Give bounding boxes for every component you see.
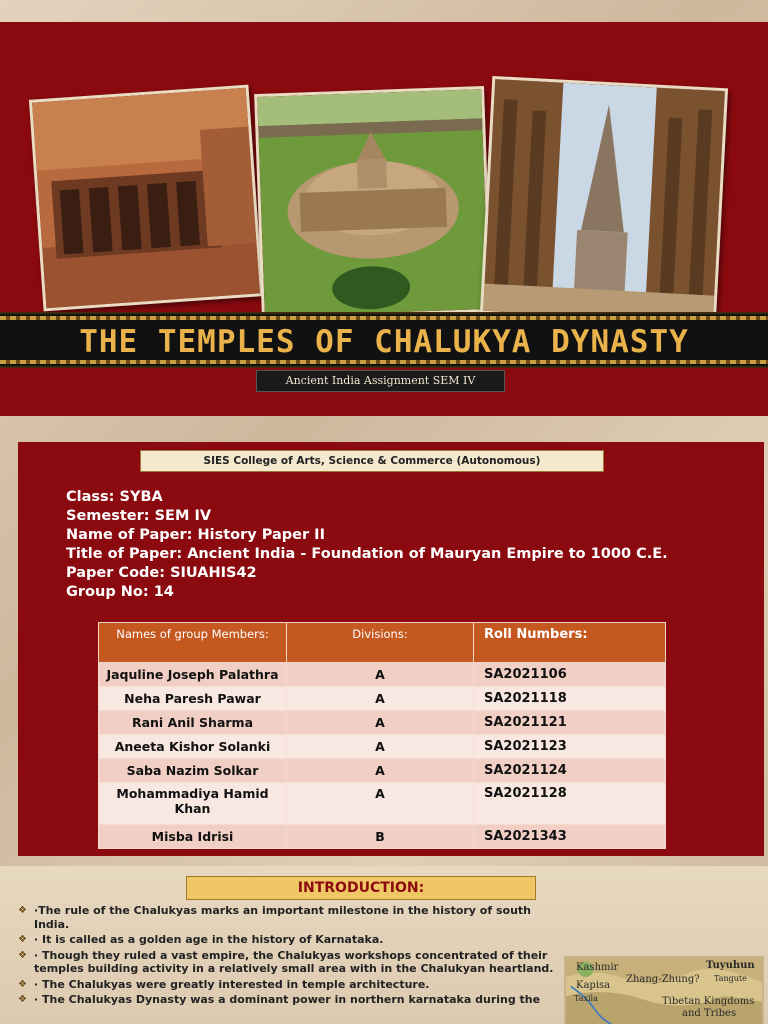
member-name: Mohammadiya Hamid Khan bbox=[99, 783, 287, 825]
introduction-bullets bbox=[18, 904, 558, 1009]
diamond-bullet-icon: ❖ bbox=[18, 978, 27, 990]
introduction-heading: INTRODUCTION: bbox=[186, 876, 536, 900]
cave-temple-photo bbox=[29, 85, 263, 312]
member-roll: SA2021121 bbox=[474, 711, 666, 735]
list-item: ❖ ·The rule of the Chalukyas marks an important milestone in the history of south India. bbox=[18, 904, 532, 931]
historical-map bbox=[564, 956, 764, 1024]
title-band bbox=[0, 312, 768, 368]
map-label-and-tribes: and Tribes bbox=[682, 1008, 737, 1019]
map-label-kapisa: Kapisa bbox=[576, 980, 611, 991]
member-name: Saba Nazim Solkar bbox=[99, 759, 287, 783]
introduction-slide bbox=[0, 866, 768, 1024]
member-name: Neha Paresh Pawar bbox=[99, 687, 287, 711]
slide-title: THE TEMPLES OF CHALUKYA DYNASTY bbox=[79, 324, 689, 360]
member-division: A bbox=[287, 711, 474, 735]
list-item: ❖ · The Chalukyas Dynasty was a dominant power in northern karnataka during the bbox=[18, 993, 541, 1006]
diamond-bullet-icon: ❖ bbox=[18, 994, 27, 1005]
class-line: Class: SYBA bbox=[66, 489, 163, 505]
member-name: Misba Idrisi bbox=[99, 825, 287, 849]
paper-code-line: Paper Code: SIUAHIS42 bbox=[66, 565, 257, 581]
header-roll-numbers: Roll Numbers: bbox=[474, 623, 666, 663]
semester-line: Semester: SEM IV bbox=[66, 508, 212, 524]
paper-title-line: Title of Paper: Ancient India - Foundation of Mauryan Empire to 1000 C.E. bbox=[66, 546, 668, 562]
member-name: Jaquline Joseph Palathra bbox=[99, 663, 287, 687]
header-names: Names of group Members: bbox=[99, 623, 287, 663]
table-header-row bbox=[99, 623, 666, 663]
table-row bbox=[99, 735, 666, 759]
diamond-bullet-icon: ❖ bbox=[18, 905, 27, 916]
member-division: B bbox=[287, 825, 474, 849]
list-item: ❖ · The Chalukyas were greatly interested in temple architecture. bbox=[18, 977, 430, 991]
member-name: Aneeta Kishor Solanki bbox=[99, 735, 287, 759]
member-division: A bbox=[287, 735, 474, 759]
member-roll: SA2021106 bbox=[474, 663, 666, 687]
member-division: A bbox=[287, 687, 474, 711]
table-row bbox=[99, 663, 666, 687]
list-item: ❖ · It is called as a golden age in the history of Karnataka. bbox=[18, 933, 384, 946]
member-roll: SA2021128 bbox=[474, 783, 666, 825]
table-row bbox=[99, 783, 666, 825]
members-table bbox=[98, 622, 666, 849]
member-roll: SA2021118 bbox=[474, 687, 666, 711]
table-row bbox=[99, 825, 666, 849]
list-item: ❖ · Though they ruled a vast empire, the Chalukyas workshops concentrated of their temples building activity in a relatively small area with in the Chalukyan heartland. bbox=[18, 948, 554, 975]
map-label-zhang-zhung: Zhang-Zhung? bbox=[626, 974, 700, 985]
member-roll: SA2021343 bbox=[474, 825, 666, 849]
map-label-tuyuhun: Tuyuhun bbox=[706, 960, 755, 971]
map-label-tangute: Tangute bbox=[714, 974, 747, 983]
map-label-kashmir: Kashmir bbox=[576, 962, 619, 973]
slide-subtitle: Ancient India Assignment SEM IV bbox=[256, 370, 505, 392]
member-roll: SA2021124 bbox=[474, 759, 666, 783]
map-label-taxila: Taxila bbox=[574, 994, 598, 1003]
member-division: A bbox=[287, 759, 474, 783]
member-division: A bbox=[287, 783, 474, 825]
gopuram-corridor-photo bbox=[480, 76, 728, 326]
map-label-tibetan-kingdoms: Tibetan Kingdoms bbox=[662, 996, 755, 1007]
diamond-bullet-icon: ❖ bbox=[18, 949, 27, 961]
aihole-temple-photo bbox=[254, 86, 492, 320]
group-no-line: Group No: 14 bbox=[66, 584, 174, 600]
table-row bbox=[99, 687, 666, 711]
member-roll: SA2021123 bbox=[474, 735, 666, 759]
diamond-bullet-icon: ❖ bbox=[18, 934, 27, 945]
member-division: A bbox=[287, 663, 474, 687]
college-name: SIES College of Arts, Science & Commerce (Autonomous) bbox=[140, 450, 604, 472]
table-row bbox=[99, 711, 666, 735]
group-info-slide bbox=[18, 442, 764, 856]
paper-info bbox=[66, 488, 668, 602]
member-name: Rani Anil Sharma bbox=[99, 711, 287, 735]
paper-name-line: Name of Paper: History Paper II bbox=[66, 527, 325, 543]
header-divisions: Divisions: bbox=[287, 623, 474, 663]
title-slide bbox=[0, 22, 768, 416]
table-row bbox=[99, 759, 666, 783]
